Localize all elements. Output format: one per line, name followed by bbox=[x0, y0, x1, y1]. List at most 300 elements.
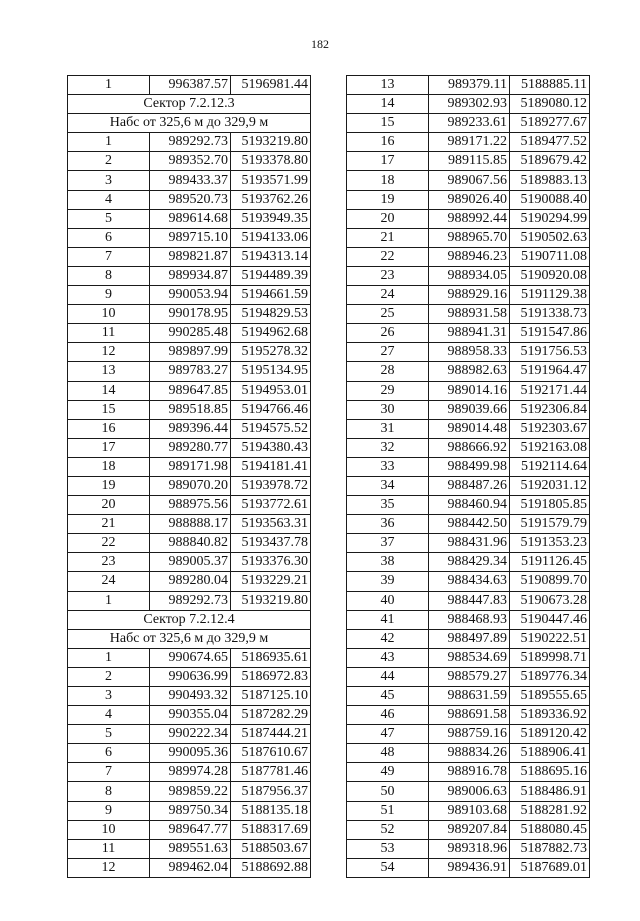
x-coordinate-cell: 988579.27 bbox=[429, 667, 510, 686]
x-coordinate-cell: 989005.37 bbox=[150, 553, 231, 572]
table-row bbox=[68, 76, 311, 95]
sector-heading-row bbox=[68, 114, 311, 133]
point-number-cell: 2 bbox=[68, 152, 150, 171]
table-row bbox=[347, 858, 590, 877]
point-number-cell: 11 bbox=[68, 839, 150, 858]
x-coordinate-cell: 989859.22 bbox=[150, 782, 231, 801]
x-coordinate-cell: 988434.63 bbox=[429, 572, 510, 591]
table-row bbox=[68, 343, 311, 362]
x-coordinate-cell: 989302.93 bbox=[429, 95, 510, 114]
x-coordinate-cell: 988975.56 bbox=[150, 496, 231, 515]
point-number-cell: 51 bbox=[347, 801, 429, 820]
table-row bbox=[68, 190, 311, 209]
x-coordinate-cell: 989207.84 bbox=[429, 820, 510, 839]
y-coordinate-cell: 5194829.53 bbox=[231, 305, 311, 324]
point-number-cell: 21 bbox=[68, 515, 150, 534]
table-row bbox=[347, 687, 590, 706]
y-coordinate-cell: 5193571.99 bbox=[231, 171, 311, 190]
table-row bbox=[347, 476, 590, 495]
x-coordinate-cell: 990095.36 bbox=[150, 744, 231, 763]
point-number-cell: 14 bbox=[347, 95, 429, 114]
x-coordinate-cell: 989280.04 bbox=[150, 572, 231, 591]
point-number-cell: 48 bbox=[347, 744, 429, 763]
point-number-cell: 33 bbox=[347, 457, 429, 476]
point-number-cell: 13 bbox=[68, 362, 150, 381]
x-coordinate-cell: 988691.58 bbox=[429, 706, 510, 725]
y-coordinate-cell: 5194313.14 bbox=[231, 247, 311, 266]
x-coordinate-cell: 988447.83 bbox=[429, 591, 510, 610]
x-coordinate-cell: 989318.96 bbox=[429, 839, 510, 858]
point-number-cell: 6 bbox=[68, 744, 150, 763]
x-coordinate-cell: 989518.85 bbox=[150, 400, 231, 419]
y-coordinate-cell: 5193378.80 bbox=[231, 152, 311, 171]
point-number-cell: 40 bbox=[347, 591, 429, 610]
point-number-cell: 7 bbox=[68, 763, 150, 782]
y-coordinate-cell: 5188281.92 bbox=[510, 801, 590, 820]
x-coordinate-cell: 988941.31 bbox=[429, 324, 510, 343]
point-number-cell: 3 bbox=[68, 171, 150, 190]
table-row bbox=[347, 515, 590, 534]
point-number-cell: 41 bbox=[347, 610, 429, 629]
x-coordinate-cell: 989647.77 bbox=[150, 820, 231, 839]
point-number-cell: 23 bbox=[68, 553, 150, 572]
point-number-cell: 2 bbox=[68, 667, 150, 686]
x-coordinate-cell: 988442.50 bbox=[429, 515, 510, 534]
x-coordinate-cell: 988888.17 bbox=[150, 515, 231, 534]
point-number-cell: 12 bbox=[68, 343, 150, 362]
point-number-cell: 31 bbox=[347, 419, 429, 438]
table-row bbox=[68, 667, 311, 686]
x-coordinate-cell: 988534.69 bbox=[429, 648, 510, 667]
y-coordinate-cell: 5187956.37 bbox=[231, 782, 311, 801]
point-number-cell: 35 bbox=[347, 496, 429, 515]
x-coordinate-cell: 990674.65 bbox=[150, 648, 231, 667]
x-coordinate-cell: 990285.48 bbox=[150, 324, 231, 343]
table-row bbox=[68, 515, 311, 534]
point-number-cell: 53 bbox=[347, 839, 429, 858]
point-number-cell: 25 bbox=[347, 305, 429, 324]
point-number-cell: 32 bbox=[347, 438, 429, 457]
table-row bbox=[68, 496, 311, 515]
x-coordinate-cell: 989647.85 bbox=[150, 381, 231, 400]
x-coordinate-cell: 989006.63 bbox=[429, 782, 510, 801]
x-coordinate-cell: 988431.96 bbox=[429, 534, 510, 553]
x-coordinate-cell: 989783.27 bbox=[150, 362, 231, 381]
x-coordinate-cell: 988946.23 bbox=[429, 247, 510, 266]
table-row bbox=[68, 209, 311, 228]
table-row bbox=[68, 266, 311, 285]
y-coordinate-cell: 5194962.68 bbox=[231, 324, 311, 343]
y-coordinate-cell: 5191547.86 bbox=[510, 324, 590, 343]
x-coordinate-cell: 989103.68 bbox=[429, 801, 510, 820]
point-number-cell: 17 bbox=[347, 152, 429, 171]
table-row bbox=[347, 133, 590, 152]
x-coordinate-cell: 988931.58 bbox=[429, 305, 510, 324]
y-coordinate-cell: 5187689.01 bbox=[510, 858, 590, 877]
table-row bbox=[68, 381, 311, 400]
y-coordinate-cell: 5189120.42 bbox=[510, 725, 590, 744]
y-coordinate-cell: 5190294.99 bbox=[510, 209, 590, 228]
y-coordinate-cell: 5187882.73 bbox=[510, 839, 590, 858]
point-number-cell: 13 bbox=[347, 76, 429, 95]
table-row bbox=[347, 725, 590, 744]
x-coordinate-cell: 989934.87 bbox=[150, 266, 231, 285]
point-number-cell: 16 bbox=[68, 419, 150, 438]
table-row bbox=[347, 534, 590, 553]
table-row bbox=[68, 839, 311, 858]
y-coordinate-cell: 5189277.67 bbox=[510, 114, 590, 133]
x-coordinate-cell: 989292.73 bbox=[150, 591, 231, 610]
y-coordinate-cell: 5191129.38 bbox=[510, 286, 590, 305]
table-row bbox=[347, 95, 590, 114]
x-coordinate-cell: 989974.28 bbox=[150, 763, 231, 782]
x-coordinate-cell: 988992.44 bbox=[429, 209, 510, 228]
y-coordinate-cell: 5193437.78 bbox=[231, 534, 311, 553]
y-coordinate-cell: 5190711.08 bbox=[510, 247, 590, 266]
table-row bbox=[347, 438, 590, 457]
table-row bbox=[347, 496, 590, 515]
x-coordinate-cell: 988468.93 bbox=[429, 610, 510, 629]
y-coordinate-cell: 5187781.46 bbox=[231, 763, 311, 782]
table-row bbox=[347, 343, 590, 362]
y-coordinate-cell: 5186935.61 bbox=[231, 648, 311, 667]
point-number-cell: 50 bbox=[347, 782, 429, 801]
point-number-cell: 3 bbox=[68, 687, 150, 706]
point-number-cell: 47 bbox=[347, 725, 429, 744]
x-coordinate-cell: 988429.34 bbox=[429, 553, 510, 572]
point-number-cell: 10 bbox=[68, 820, 150, 839]
x-coordinate-cell: 989171.22 bbox=[429, 133, 510, 152]
table-row bbox=[68, 820, 311, 839]
point-number-cell: 28 bbox=[347, 362, 429, 381]
point-number-cell: 20 bbox=[68, 496, 150, 515]
table-row bbox=[347, 76, 590, 95]
y-coordinate-cell: 5192163.08 bbox=[510, 438, 590, 457]
table-row bbox=[68, 171, 311, 190]
y-coordinate-cell: 5188695.16 bbox=[510, 763, 590, 782]
y-coordinate-cell: 5193762.26 bbox=[231, 190, 311, 209]
x-coordinate-cell: 989462.04 bbox=[150, 858, 231, 877]
x-coordinate-cell: 988460.94 bbox=[429, 496, 510, 515]
point-number-cell: 30 bbox=[347, 400, 429, 419]
table-row bbox=[68, 438, 311, 457]
y-coordinate-cell: 5191964.47 bbox=[510, 362, 590, 381]
x-coordinate-cell: 988934.05 bbox=[429, 266, 510, 285]
sector-heading: Набс от 325,6 м до 329,9 м bbox=[68, 629, 311, 648]
table-row bbox=[347, 610, 590, 629]
x-coordinate-cell: 989396.44 bbox=[150, 419, 231, 438]
point-number-cell: 11 bbox=[68, 324, 150, 343]
point-number-cell: 4 bbox=[68, 706, 150, 725]
y-coordinate-cell: 5194953.01 bbox=[231, 381, 311, 400]
sector-heading-row bbox=[68, 95, 311, 114]
y-coordinate-cell: 5190222.51 bbox=[510, 629, 590, 648]
y-coordinate-cell: 5191756.53 bbox=[510, 343, 590, 362]
y-coordinate-cell: 5189080.12 bbox=[510, 95, 590, 114]
y-coordinate-cell: 5188486.91 bbox=[510, 782, 590, 801]
table-row bbox=[68, 400, 311, 419]
point-number-cell: 54 bbox=[347, 858, 429, 877]
table-row bbox=[68, 553, 311, 572]
point-number-cell: 8 bbox=[68, 266, 150, 285]
y-coordinate-cell: 5189679.42 bbox=[510, 152, 590, 171]
x-coordinate-cell: 988916.78 bbox=[429, 763, 510, 782]
point-number-cell: 44 bbox=[347, 667, 429, 686]
table-row bbox=[347, 706, 590, 725]
point-number-cell: 34 bbox=[347, 476, 429, 495]
y-coordinate-cell: 5194661.59 bbox=[231, 286, 311, 305]
table-row bbox=[68, 725, 311, 744]
sector-heading: Набс от 325,6 м до 329,9 м bbox=[68, 114, 311, 133]
table-row bbox=[68, 362, 311, 381]
x-coordinate-cell: 988834.26 bbox=[429, 744, 510, 763]
x-coordinate-cell: 989433.37 bbox=[150, 171, 231, 190]
x-coordinate-cell: 990636.99 bbox=[150, 667, 231, 686]
x-coordinate-cell: 989070.20 bbox=[150, 476, 231, 495]
table-row bbox=[347, 209, 590, 228]
point-number-cell: 4 bbox=[68, 190, 150, 209]
table-row bbox=[347, 553, 590, 572]
table-row bbox=[68, 228, 311, 247]
x-coordinate-cell: 988487.26 bbox=[429, 476, 510, 495]
table-row bbox=[347, 190, 590, 209]
table-row bbox=[347, 152, 590, 171]
point-number-cell: 26 bbox=[347, 324, 429, 343]
table-row bbox=[347, 114, 590, 133]
y-coordinate-cell: 5188906.41 bbox=[510, 744, 590, 763]
y-coordinate-cell: 5191338.73 bbox=[510, 305, 590, 324]
y-coordinate-cell: 5190502.63 bbox=[510, 228, 590, 247]
point-number-cell: 19 bbox=[68, 476, 150, 495]
point-number-cell: 14 bbox=[68, 381, 150, 400]
x-coordinate-cell: 989067.56 bbox=[429, 171, 510, 190]
x-coordinate-cell: 989614.68 bbox=[150, 209, 231, 228]
y-coordinate-cell: 5190920.08 bbox=[510, 266, 590, 285]
y-coordinate-cell: 5193563.31 bbox=[231, 515, 311, 534]
point-number-cell: 9 bbox=[68, 286, 150, 305]
table-row bbox=[347, 457, 590, 476]
table-row bbox=[68, 286, 311, 305]
x-coordinate-cell: 996387.57 bbox=[150, 76, 231, 95]
y-coordinate-cell: 5187610.67 bbox=[231, 744, 311, 763]
table-row bbox=[347, 801, 590, 820]
y-coordinate-cell: 5188503.67 bbox=[231, 839, 311, 858]
left-coordinates-table bbox=[67, 75, 311, 878]
sector-heading: Сектор 7.2.12.3 bbox=[68, 95, 311, 114]
y-coordinate-cell: 5191353.23 bbox=[510, 534, 590, 553]
point-number-cell: 1 bbox=[68, 133, 150, 152]
y-coordinate-cell: 5192303.67 bbox=[510, 419, 590, 438]
y-coordinate-cell: 5193772.61 bbox=[231, 496, 311, 515]
table-row bbox=[68, 534, 311, 553]
table-row bbox=[68, 247, 311, 266]
table-row bbox=[347, 305, 590, 324]
table-row bbox=[347, 247, 590, 266]
x-coordinate-cell: 989014.48 bbox=[429, 419, 510, 438]
point-number-cell: 5 bbox=[68, 725, 150, 744]
table-row bbox=[347, 629, 590, 648]
point-number-cell: 15 bbox=[347, 114, 429, 133]
y-coordinate-cell: 5195134.95 bbox=[231, 362, 311, 381]
x-coordinate-cell: 989039.66 bbox=[429, 400, 510, 419]
point-number-cell: 8 bbox=[68, 782, 150, 801]
table-row bbox=[347, 400, 590, 419]
sector-heading-row bbox=[68, 610, 311, 629]
y-coordinate-cell: 5194380.43 bbox=[231, 438, 311, 457]
table-row bbox=[68, 744, 311, 763]
y-coordinate-cell: 5187444.21 bbox=[231, 725, 311, 744]
point-number-cell: 23 bbox=[347, 266, 429, 285]
table-row bbox=[68, 457, 311, 476]
x-coordinate-cell: 990493.32 bbox=[150, 687, 231, 706]
table-row bbox=[347, 286, 590, 305]
y-coordinate-cell: 5190673.28 bbox=[510, 591, 590, 610]
table-row bbox=[347, 782, 590, 801]
table-row bbox=[68, 305, 311, 324]
x-coordinate-cell: 988497.89 bbox=[429, 629, 510, 648]
y-coordinate-cell: 5194489.39 bbox=[231, 266, 311, 285]
y-coordinate-cell: 5191126.45 bbox=[510, 553, 590, 572]
x-coordinate-cell: 990053.94 bbox=[150, 286, 231, 305]
x-coordinate-cell: 989352.70 bbox=[150, 152, 231, 171]
x-coordinate-cell: 989821.87 bbox=[150, 247, 231, 266]
point-number-cell: 42 bbox=[347, 629, 429, 648]
x-coordinate-cell: 989897.99 bbox=[150, 343, 231, 362]
x-coordinate-cell: 989750.34 bbox=[150, 801, 231, 820]
y-coordinate-cell: 5188317.69 bbox=[231, 820, 311, 839]
y-coordinate-cell: 5193978.72 bbox=[231, 476, 311, 495]
y-coordinate-cell: 5192306.84 bbox=[510, 400, 590, 419]
table-row bbox=[68, 858, 311, 877]
table-row bbox=[347, 228, 590, 247]
x-coordinate-cell: 988840.82 bbox=[150, 534, 231, 553]
y-coordinate-cell: 5196981.44 bbox=[231, 76, 311, 95]
table-row bbox=[347, 572, 590, 591]
x-coordinate-cell: 988631.59 bbox=[429, 687, 510, 706]
y-coordinate-cell: 5188885.11 bbox=[510, 76, 590, 95]
y-coordinate-cell: 5189776.34 bbox=[510, 667, 590, 686]
y-coordinate-cell: 5190899.70 bbox=[510, 572, 590, 591]
y-coordinate-cell: 5192031.12 bbox=[510, 476, 590, 495]
table-row bbox=[68, 801, 311, 820]
table-row bbox=[68, 324, 311, 343]
point-number-cell: 38 bbox=[347, 553, 429, 572]
y-coordinate-cell: 5193229.21 bbox=[231, 572, 311, 591]
point-number-cell: 18 bbox=[68, 457, 150, 476]
point-number-cell: 5 bbox=[68, 209, 150, 228]
table-row bbox=[68, 572, 311, 591]
point-number-cell: 7 bbox=[68, 247, 150, 266]
x-coordinate-cell: 989520.73 bbox=[150, 190, 231, 209]
y-coordinate-cell: 5188692.88 bbox=[231, 858, 311, 877]
y-coordinate-cell: 5194133.06 bbox=[231, 228, 311, 247]
point-number-cell: 49 bbox=[347, 763, 429, 782]
table-row bbox=[68, 591, 311, 610]
y-coordinate-cell: 5192171.44 bbox=[510, 381, 590, 400]
x-coordinate-cell: 989379.11 bbox=[429, 76, 510, 95]
y-coordinate-cell: 5189477.52 bbox=[510, 133, 590, 152]
y-coordinate-cell: 5193219.80 bbox=[231, 133, 311, 152]
y-coordinate-cell: 5187282.29 bbox=[231, 706, 311, 725]
y-coordinate-cell: 5188080.45 bbox=[510, 820, 590, 839]
point-number-cell: 22 bbox=[68, 534, 150, 553]
table-row bbox=[347, 763, 590, 782]
point-number-cell: 15 bbox=[68, 400, 150, 419]
x-coordinate-cell: 989715.10 bbox=[150, 228, 231, 247]
y-coordinate-cell: 5194181.41 bbox=[231, 457, 311, 476]
sector-heading-row bbox=[68, 629, 311, 648]
y-coordinate-cell: 5189998.71 bbox=[510, 648, 590, 667]
x-coordinate-cell: 989436.91 bbox=[429, 858, 510, 877]
y-coordinate-cell: 5189336.92 bbox=[510, 706, 590, 725]
y-coordinate-cell: 5188135.18 bbox=[231, 801, 311, 820]
table-row bbox=[68, 133, 311, 152]
x-coordinate-cell: 989292.73 bbox=[150, 133, 231, 152]
table-row bbox=[68, 476, 311, 495]
point-number-cell: 45 bbox=[347, 687, 429, 706]
x-coordinate-cell: 989233.61 bbox=[429, 114, 510, 133]
right-coordinates-table bbox=[346, 75, 590, 878]
point-number-cell: 46 bbox=[347, 706, 429, 725]
point-number-cell: 19 bbox=[347, 190, 429, 209]
y-coordinate-cell: 5191579.79 bbox=[510, 515, 590, 534]
point-number-cell: 17 bbox=[68, 438, 150, 457]
point-number-cell: 1 bbox=[68, 648, 150, 667]
sector-heading: Сектор 7.2.12.4 bbox=[68, 610, 311, 629]
table-row bbox=[68, 648, 311, 667]
x-coordinate-cell: 990178.95 bbox=[150, 305, 231, 324]
point-number-cell: 24 bbox=[68, 572, 150, 591]
y-coordinate-cell: 5189883.13 bbox=[510, 171, 590, 190]
table-row bbox=[347, 648, 590, 667]
x-coordinate-cell: 989171.98 bbox=[150, 457, 231, 476]
x-coordinate-cell: 988666.92 bbox=[429, 438, 510, 457]
y-coordinate-cell: 5192114.64 bbox=[510, 457, 590, 476]
y-coordinate-cell: 5193949.35 bbox=[231, 209, 311, 228]
point-number-cell: 36 bbox=[347, 515, 429, 534]
table-row bbox=[68, 706, 311, 725]
table-row bbox=[347, 591, 590, 610]
page-number: 182 bbox=[311, 37, 329, 51]
table-row bbox=[347, 266, 590, 285]
table-row bbox=[347, 362, 590, 381]
point-number-cell: 12 bbox=[68, 858, 150, 877]
y-coordinate-cell: 5191805.85 bbox=[510, 496, 590, 515]
x-coordinate-cell: 989551.63 bbox=[150, 839, 231, 858]
x-coordinate-cell: 989280.77 bbox=[150, 438, 231, 457]
x-coordinate-cell: 988982.63 bbox=[429, 362, 510, 381]
table-row bbox=[347, 667, 590, 686]
y-coordinate-cell: 5186972.83 bbox=[231, 667, 311, 686]
table-row bbox=[68, 782, 311, 801]
point-number-cell: 22 bbox=[347, 247, 429, 266]
point-number-cell: 16 bbox=[347, 133, 429, 152]
table-row bbox=[68, 687, 311, 706]
y-coordinate-cell: 5194766.46 bbox=[231, 400, 311, 419]
y-coordinate-cell: 5193219.80 bbox=[231, 591, 311, 610]
x-coordinate-cell: 990222.34 bbox=[150, 725, 231, 744]
point-number-cell: 52 bbox=[347, 820, 429, 839]
point-number-cell: 20 bbox=[347, 209, 429, 228]
y-coordinate-cell: 5190088.40 bbox=[510, 190, 590, 209]
y-coordinate-cell: 5194575.52 bbox=[231, 419, 311, 438]
point-number-cell: 9 bbox=[68, 801, 150, 820]
table-row bbox=[347, 839, 590, 858]
y-coordinate-cell: 5187125.10 bbox=[231, 687, 311, 706]
x-coordinate-cell: 988929.16 bbox=[429, 286, 510, 305]
x-coordinate-cell: 988958.33 bbox=[429, 343, 510, 362]
table-row bbox=[68, 763, 311, 782]
